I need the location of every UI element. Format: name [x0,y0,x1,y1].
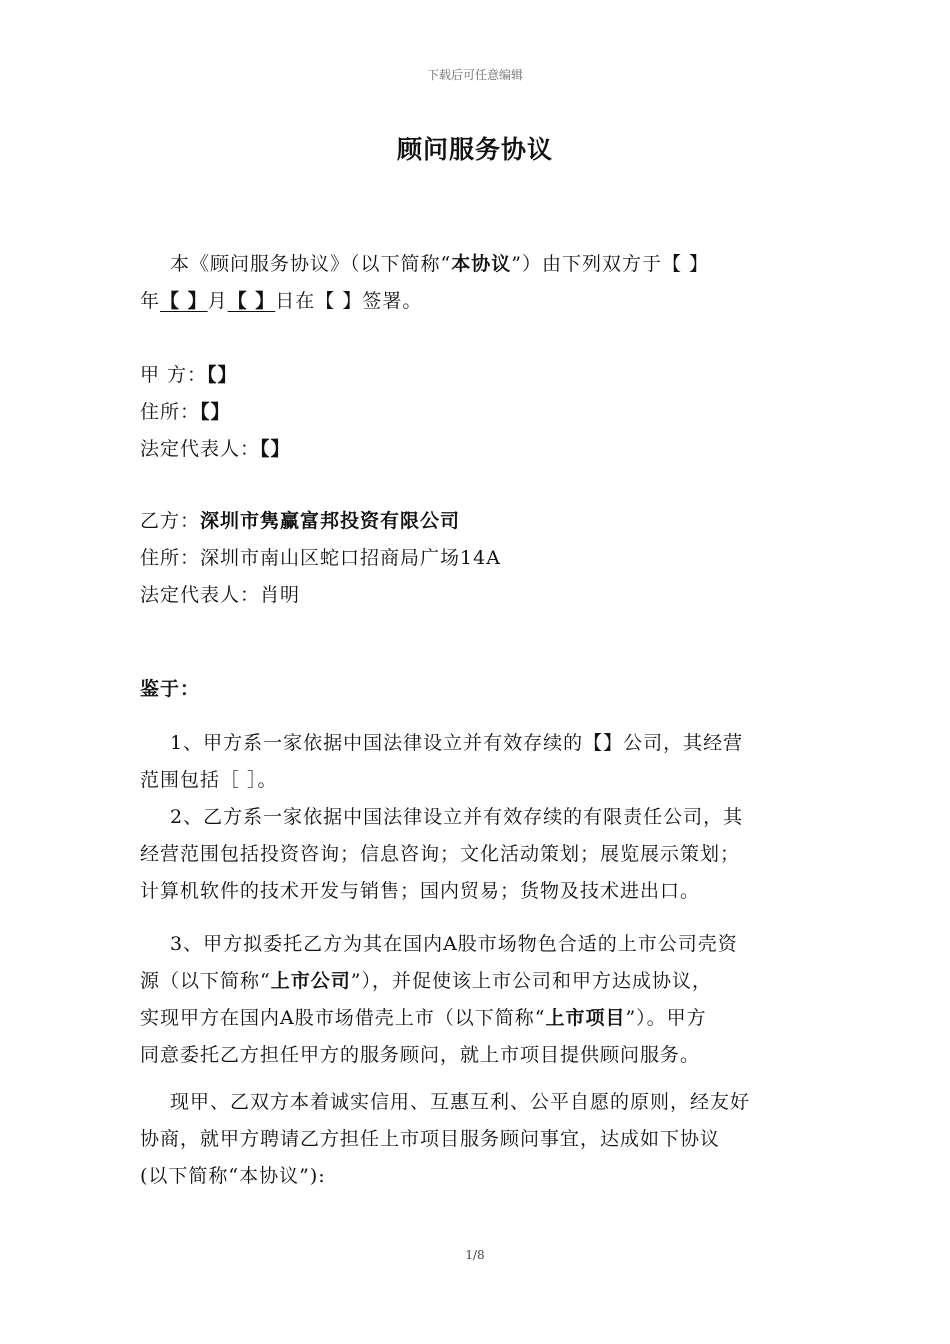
field-label: 乙方： [140,510,201,532]
field-label: 住所： [140,401,201,423]
intro-text: ”）由下列双方于【 】 [511,253,709,275]
intro-text: 本《顾问服务协议》（以下简称“ [170,253,452,275]
item-text: ”），并促使该上市公司和甲方达成协议， [350,970,712,992]
whereas-item-3-block [140,926,812,1074]
party-a-name [140,357,812,394]
party-b-address [140,540,812,577]
intro-paragraph [140,246,812,320]
item-text: 实现甲方在国内A股市场借壳上市（以下简称“ [140,1007,546,1029]
intro-line-1 [140,246,812,283]
whereas-item-2: 2、乙方系一家依据中国法律设立并有效存续的有限责任公司，其 [170,806,744,828]
intro-text: 日在【 】签署。 [275,290,423,312]
whereas-item-3 [140,963,812,1000]
page-header-note: 下载后可任意编辑 [426,68,523,82]
closing-line: 协商，就甲方聘请乙方担任上市项目服务顾问事宜，达成如下协议 [140,1128,721,1150]
whereas-item-3: 同意委托乙方担任甲方的服务顾问，就上市项目提供顾问服务。 [140,1044,701,1066]
page-number: 1/8 [465,1248,485,1262]
party-b-rep [140,577,812,614]
whereas-item-2: 经营范围包括投资咨询；信息咨询；文化活动策划；展览展示策划； [140,843,741,865]
whereas-item-3: 3、甲方拟委托乙方为其在国内A股市场物色合适的上市公司壳资 [170,933,738,955]
item-text: ”）。甲方 [625,1007,707,1029]
intro-line-2 [140,283,812,320]
party-a-rep [140,431,812,468]
whereas-items [140,725,812,910]
intro-short-name: 本协议 [451,253,512,275]
whereas-item-1: 1、甲方系一家依据中国法律设立并有效存续的【】公司，其经营 [170,732,744,754]
party-b-block [140,503,812,614]
field-label: 住所： [140,547,201,569]
whereas-item-1: 范围包括［ ］。 [140,769,278,791]
field-value: 肖明 [260,584,301,606]
item-text: 源（以下简称“ [140,970,271,992]
defined-term: 上市公司 [270,970,351,992]
intro-text: 月 [207,290,228,312]
whereas-item-2: 计算机软件的技术开发与销售；国内贸易；货物及技术进出口。 [140,880,701,902]
field-label: 法定代表人： [140,584,261,606]
defined-term: 上市项目 [545,1007,626,1029]
field-value: 深圳市南山区蛇口招商局广场14A [200,547,501,569]
section-heading: 鉴于： [140,678,201,700]
whereas-heading [140,671,812,708]
party-a-address [140,394,812,431]
intro-text: 年 [140,290,161,312]
year-blank: 【 】 [160,290,208,312]
month-blank: 【 】 [227,290,276,312]
field-value: 深圳市隽赢富邦投资有限公司 [200,510,461,532]
closing-line: (以下简称“本协议”): [140,1165,326,1187]
party-b-name [140,503,812,540]
closing-line: 现甲、乙双方本着诚实信用、互惠互利、公平自愿的原则，经友好 [170,1091,751,1113]
whereas-item-3 [140,1000,812,1037]
field-label: 法定代表人： [140,438,261,460]
field-label: 甲 方： [140,364,208,386]
document-title: 顾问服务协议 [396,135,553,164]
closing-paragraph [140,1084,812,1195]
field-value: 【】 [200,401,231,423]
field-value: 【】 [207,364,238,386]
field-value: 【】 [260,438,291,460]
party-a-block [140,357,812,468]
